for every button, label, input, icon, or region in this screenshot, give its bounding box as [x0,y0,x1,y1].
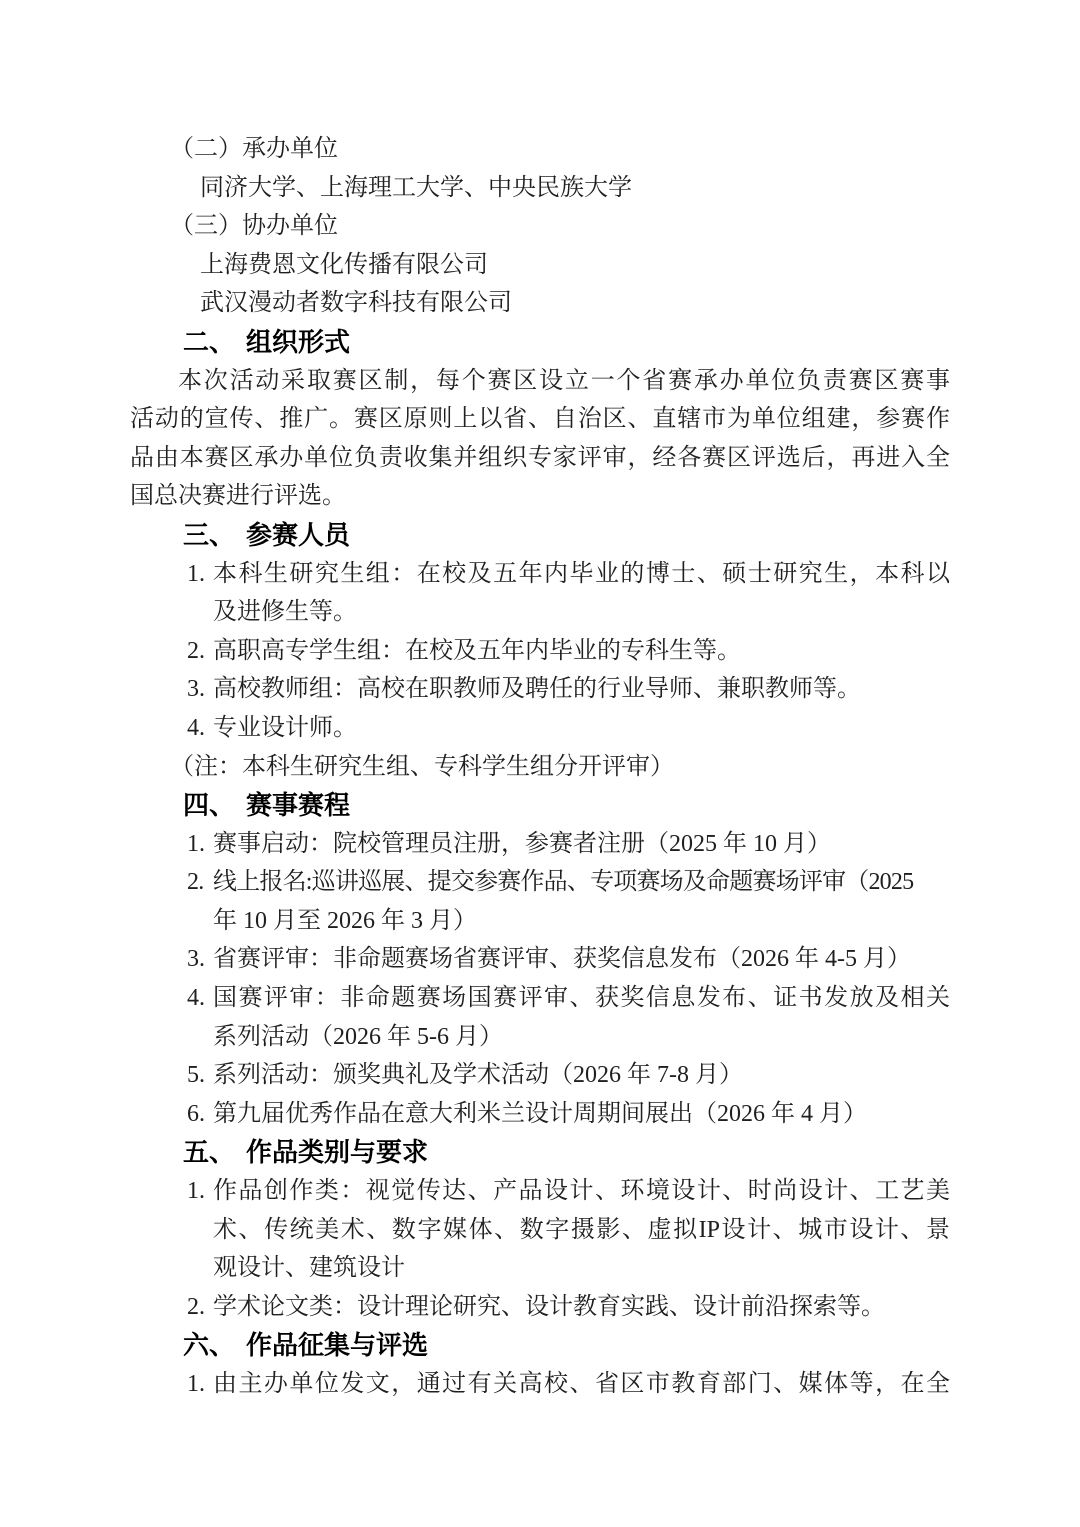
list-item [130,1288,950,1327]
item-number: 1. [187,1178,205,1205]
section-heading-collection [130,1326,950,1365]
item-number: 2. [187,637,205,664]
section-title: 组织形式 [246,326,351,357]
list-item [130,979,950,1018]
section-title: 作品征集与评选 [246,1330,429,1361]
list-item-continuation: 观设计、建筑设计 [213,1255,405,1282]
item-text: 省赛评审：非命题赛场省赛评审、获奖信息发布（2026 年 4-5 月） [213,946,911,973]
section-number: 四、 [183,790,236,821]
list-item [130,863,950,902]
section-title: 参赛人员 [246,519,351,550]
section-title: 赛事赛程 [246,790,351,821]
item-text: 系列活动：颁奖典礼及学术活动（2026 年 7-8 月） [213,1062,743,1089]
list-item-continuation: 及进修生等。 [213,599,357,626]
document-content [130,130,950,1404]
sub-heading-undertaker: （二）承办单位 [170,136,338,162]
item-text: 赛事启动：院校管理员注册，参赛者注册（2025 年 10 月） [213,830,831,857]
undertaker-org-names: 同济大学、上海理工大学、中央民族大学 [200,174,632,201]
item-text: 第九届优秀作品在意大利米兰设计周期间展出（2026 年 4 月） [213,1100,867,1127]
paragraph-line: 国总决赛进行评选。 [130,483,346,510]
item-number: 3. [187,946,205,973]
list-item [130,1365,950,1404]
list-item-continuation: 术、传统美术、数字媒体、数字摄影、虚拟IP设计、城市设计、景 [213,1216,950,1243]
item-text: 作品创作类：视觉传达、产品设计、环境设计、时尚设计、工艺美 [213,1178,950,1205]
list-item [130,825,950,864]
section-number: 五、 [183,1137,236,1168]
item-text: 高职高专学生组：在校及五年内毕业的专科生等。 [213,637,741,664]
item-text: 专业设计师。 [213,714,357,741]
sub-heading-co-organizer: （三）协办单位 [170,213,338,240]
item-number: 4. [187,985,205,1012]
list-item [130,555,950,594]
item-number: 3. [187,676,205,703]
item-text: 本科生研究生组：在校及五年内毕业的博士、硕士研究生，本科以 [213,560,950,587]
section-heading-categories [130,1133,950,1172]
list-item [130,709,950,748]
item-text: 线上报名:巡讲巡展、提交参赛作品、专项赛场及命题赛场评审（2025 [213,869,914,896]
item-number: 2. [187,1293,205,1320]
list-item-continuation: 年 10 月至 2026 年 3 月） [213,907,477,934]
item-number: 1. [187,1371,205,1397]
list-item [130,632,950,671]
item-number: 1. [187,830,205,857]
item-text: 学术论文类：设计理论研究、设计教育实践、设计前沿探索等。 [213,1293,885,1320]
list-item [130,940,950,979]
note-line: （注：本科生研究生组、专科学生组分开评审） [170,753,674,780]
list-item [130,1056,950,1095]
list-item-continuation: 系列活动（2026 年 5-6 月） [213,1023,503,1050]
section-heading-participants [130,516,950,555]
section-heading-organization [130,323,950,362]
item-number: 1. [187,560,205,587]
co-organizer-name: 武汉漫动者数字科技有限公司 [200,290,512,317]
section-number: 三、 [183,519,236,550]
paragraph-line: 品由本赛区承办单位负责收集并组织专家评审，经各赛区评选后，再进入全 [130,444,950,471]
item-text: 高校教师组：高校在职教师及聘任的行业导师、兼职教师等。 [213,676,861,703]
item-number: 4. [187,714,205,741]
paragraph-line: 活动的宣传、推广。赛区原则上以省、自治区、直辖市为单位组建，参赛作 [130,406,950,433]
item-number: 2. [187,869,204,896]
list-item [130,1172,950,1211]
list-item [130,670,950,709]
section-heading-schedule [130,786,950,825]
item-text: 国赛评审：非命题赛场国赛评审、获奖信息发布、证书发放及相关 [213,985,950,1012]
item-text: 由主办单位发文，通过有关高校、省区市教育部门、媒体等，在全 [213,1371,950,1397]
section-number: 二、 [183,326,236,357]
list-item [130,1095,950,1134]
section-number: 六、 [183,1330,236,1361]
item-number: 5. [187,1062,205,1089]
co-organizer-name: 上海费恩文化传播有限公司 [200,251,488,278]
section-title: 作品类别与要求 [246,1137,429,1168]
item-number: 6. [187,1100,205,1127]
paragraph-line: 本次活动采取赛区制，每个赛区设立一个省赛承办单位负责赛区赛事 [178,367,950,394]
